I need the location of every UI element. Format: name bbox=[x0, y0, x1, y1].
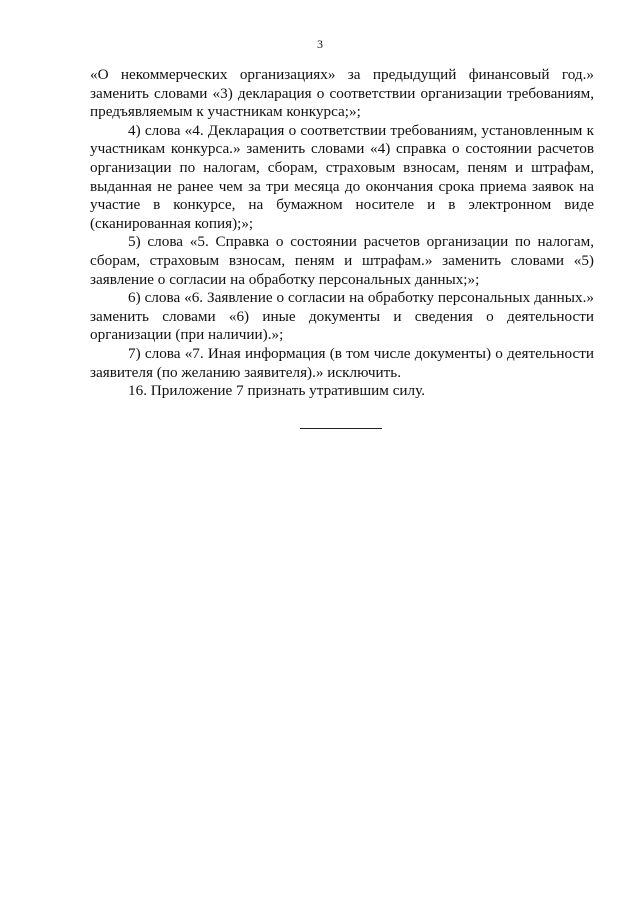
paragraph-item-16: 16. Приложение 7 признать утратившим силу. bbox=[128, 382, 426, 400]
end-of-document-rule bbox=[300, 428, 382, 429]
paragraph-item-5: 5) слова «5. Справка о состоянии расчетов организации по налогам, сборам, страховым взносам, пеням и штрафам.» заменить словами «5) заявление о согласии на обработку персональных данных;»; bbox=[90, 233, 594, 288]
paragraph-continuation: «О некоммерческих организациях» за предыдущий финансовый год.» заменить словами «3) декларация о соответствии организации требованиям, предъявляемым к участникам конкурса;»; bbox=[90, 66, 594, 121]
paragraph-item-7: 7) слова «7. Иная информация (в том числе документы) о деятельности заявителя (по желанию заявителя).» исключить. bbox=[90, 344, 594, 381]
paragraph-item-6: 6) слова «6. Заявление о согласии на обработку персональных данных.» заменить словами «6) иные документы и сведения о деятельности организации (при наличии).»; bbox=[90, 289, 594, 344]
paragraph-item-4: 4) слова «4. Декларация о соответствии требованиям, установленным к участникам конкурса.» заменить словами «4) справка о состоянии расчетов организации по налогам, сборам, страховым взносам, пеням и штрафам, выданная не ранее чем за три месяца до окончания срока приема заявок на участие в конкурсе, на бумажном носителе и в электронном виде (сканированная копия);»; bbox=[90, 121, 594, 232]
document-body bbox=[90, 66, 594, 401]
page-number: 3 bbox=[317, 37, 323, 51]
